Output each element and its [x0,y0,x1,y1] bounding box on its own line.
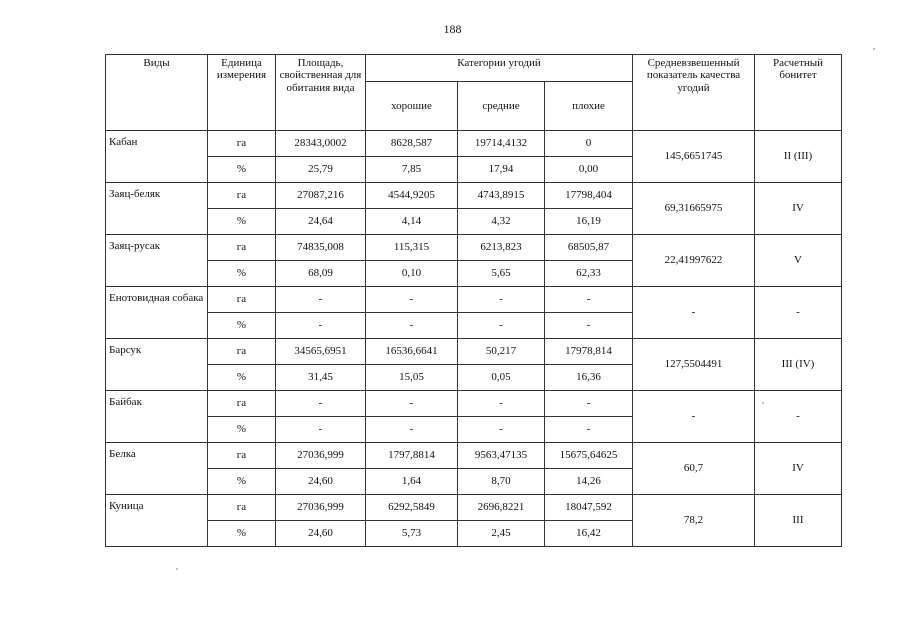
unit-cell: % [208,417,276,443]
bonitet-cell: IV [755,183,842,235]
area-cell: 68,09 [276,261,366,287]
quality-cell: 78,2 [633,495,755,547]
table-row [106,443,842,469]
good-cell: - [366,391,458,417]
quality-cell: 69,31665975 [633,183,755,235]
table-row [106,391,842,417]
good-cell: 1797,8814 [366,443,458,469]
good-cell: 5,73 [366,521,458,547]
species-name: Барсук [106,339,208,391]
bad-cell: 15675,64625 [545,443,633,469]
good-cell: 4,14 [366,209,458,235]
bad-cell: 14,26 [545,469,633,495]
area-cell: 27087,216 [276,183,366,209]
good-cell: 6292,5849 [366,495,458,521]
unit-cell: га [208,235,276,261]
scan-speck [873,48,875,50]
header-bonitet: Расчетный бонитет [755,55,842,131]
area-cell: 31,45 [276,365,366,391]
medium-cell: 6213,823 [458,235,545,261]
good-cell: 16536,6641 [366,339,458,365]
unit-cell: % [208,365,276,391]
area-cell: 25,79 [276,157,366,183]
bonitet-cell: - [755,287,842,339]
bonitet-cell: - [755,391,842,443]
species-habitat-table [105,54,842,547]
header-species: Виды [106,55,208,131]
bad-cell: 17798,404 [545,183,633,209]
medium-cell: 9563,47135 [458,443,545,469]
table-row [106,235,842,261]
bad-cell: - [545,287,633,313]
area-cell: - [276,313,366,339]
page-number: 188 [443,22,462,36]
bad-cell: 62,33 [545,261,633,287]
header-good: хорошие [366,82,458,131]
bad-cell: 0 [545,131,633,157]
scan-speck [762,402,764,404]
good-cell: 1,64 [366,469,458,495]
medium-cell: 8,70 [458,469,545,495]
area-cell: 24,60 [276,521,366,547]
species-name: Куница [106,495,208,547]
bad-cell: - [545,313,633,339]
quality-cell: 127,5504491 [633,339,755,391]
medium-cell: 4,32 [458,209,545,235]
good-cell: 8628,587 [366,131,458,157]
good-cell: 0,10 [366,261,458,287]
species-name: Заяц-беляк [106,183,208,235]
quality-cell: 145,6651745 [633,131,755,183]
unit-cell: % [208,521,276,547]
unit-cell: % [208,209,276,235]
good-cell: 115,315 [366,235,458,261]
species-name: Белка [106,443,208,495]
table-row [106,495,842,521]
medium-cell: 0,05 [458,365,545,391]
bad-cell: 16,36 [545,365,633,391]
bad-cell: 17978,814 [545,339,633,365]
species-name: Заяц-русак [106,235,208,287]
medium-cell: 4743,8915 [458,183,545,209]
species-name: Байбак [106,391,208,443]
area-cell: 34565,6951 [276,339,366,365]
medium-cell: - [458,287,545,313]
unit-cell: га [208,183,276,209]
unit-cell: га [208,339,276,365]
bonitet-cell: III [755,495,842,547]
good-cell: 7,85 [366,157,458,183]
bonitet-cell: III (IV) [755,339,842,391]
medium-cell: 2,45 [458,521,545,547]
area-cell: 28343,0002 [276,131,366,157]
good-cell: - [366,313,458,339]
area-cell: 27036,999 [276,495,366,521]
species-name: Кабан [106,131,208,183]
unit-cell: % [208,313,276,339]
unit-cell: % [208,469,276,495]
unit-cell: га [208,131,276,157]
table-row [106,339,842,365]
unit-cell: га [208,391,276,417]
header-quality: Средневзвешенный показатель качества угодий [633,55,755,131]
header-area: Площадь, свойственная для обитания вида [276,55,366,131]
good-cell: 15,05 [366,365,458,391]
medium-cell: 19714,4132 [458,131,545,157]
quality-cell: - [633,391,755,443]
quality-cell: - [633,287,755,339]
bad-cell: 16,42 [545,521,633,547]
table-row [106,183,842,209]
area-cell: - [276,417,366,443]
area-cell: - [276,391,366,417]
medium-cell: - [458,313,545,339]
medium-cell: 17,94 [458,157,545,183]
species-name: Енотовидная собака [106,287,208,339]
unit-cell: % [208,261,276,287]
bonitet-cell: IV [755,443,842,495]
header-unit: Единица измерения [208,55,276,131]
area-cell: 27036,999 [276,443,366,469]
unit-cell: га [208,495,276,521]
bad-cell: 0,00 [545,157,633,183]
quality-cell: 22,41997622 [633,235,755,287]
table-row [106,131,842,157]
unit-cell: % [208,157,276,183]
medium-cell: - [458,391,545,417]
quality-cell: 60,7 [633,443,755,495]
header-medium: средние [458,82,545,131]
bad-cell: 68505,87 [545,235,633,261]
header-bad: плохие [545,82,633,131]
medium-cell: - [458,417,545,443]
area-cell: - [276,287,366,313]
area-cell: 74835,008 [276,235,366,261]
scan-speck [176,568,178,570]
unit-cell: га [208,443,276,469]
good-cell: 4544,9205 [366,183,458,209]
medium-cell: 5,65 [458,261,545,287]
medium-cell: 2696,8221 [458,495,545,521]
bad-cell: 16,19 [545,209,633,235]
bad-cell: - [545,417,633,443]
good-cell: - [366,287,458,313]
area-cell: 24,60 [276,469,366,495]
header-categories: Категории угодий [366,55,633,82]
unit-cell: га [208,287,276,313]
table-row [106,287,842,313]
bad-cell: 18047,592 [545,495,633,521]
area-cell: 24,64 [276,209,366,235]
bonitet-cell: V [755,235,842,287]
bonitet-cell: II (III) [755,131,842,183]
good-cell: - [366,417,458,443]
bad-cell: - [545,391,633,417]
medium-cell: 50,217 [458,339,545,365]
